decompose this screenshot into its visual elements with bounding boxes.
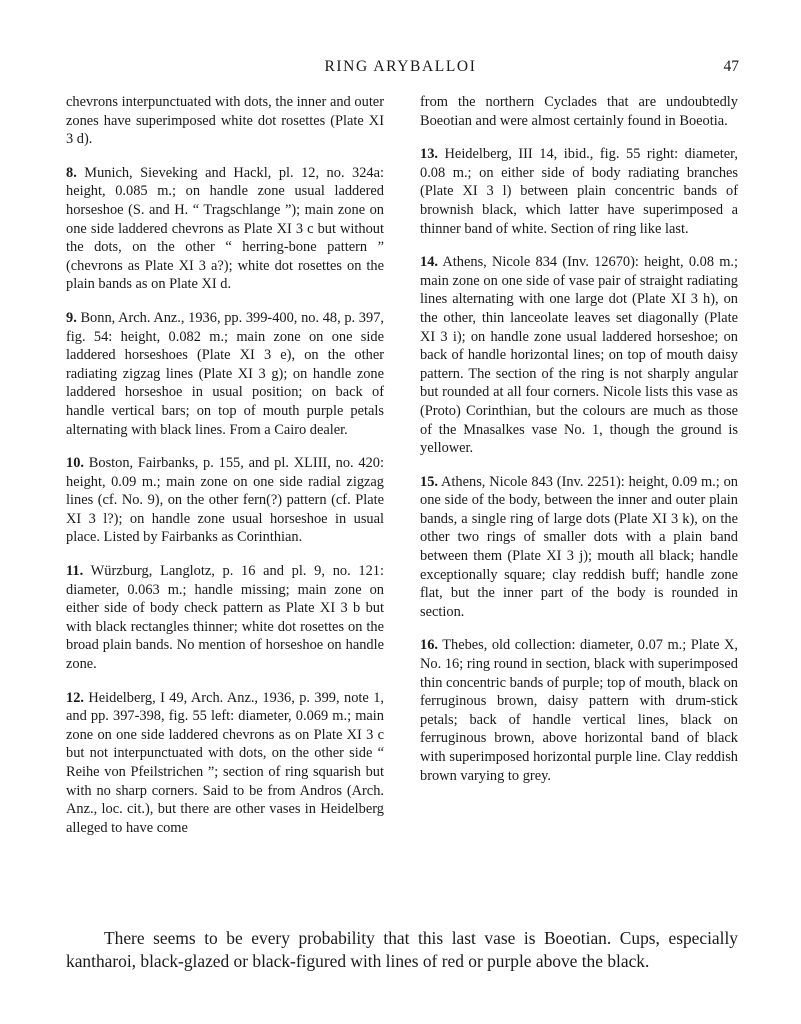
catalogue-entry: [66, 309, 384, 439]
right-column: [420, 93, 738, 800]
catalogue-entry: [420, 145, 738, 238]
entry-text: Athens, Nicole 843 (Inv. 2251): height, 0.09 m.; on one side of the body, between the inner and outer plain bands, a single ring of large dots (Plate XI 3 k), on the other two rings of smaller dots with a plain band between them (Plate XI 3 j); mouth all black; handle exceptionally square; clay reddish buff; handle zone flat, but the inner part of the body is rounded in section.: [420, 473, 738, 620]
entry-number: 8.: [66, 164, 77, 181]
entry-text: Heidelberg, III 14, ibid., fig. 55 right: diameter, 0.08 m.; on either side of body radiating branches (Plate XI 3 l) between plain concentric bands of brownish black, which latter have superimposed a thinner band of white. Section of ring like last.: [420, 146, 738, 237]
entry-text: Thebes, old collection: diameter, 0.07 m.; Plate X, No. 16; ring round in section, black with superimposed thin concentric bands of purple; top of mouth, black on ferruginous brown, daisy pattern with drum-stick petals; back of handle vertical lines, black on ferruginous brown, above horizontal band of black with superimposed horizontal purple line. Clay reddish brown varying to grey.: [420, 637, 738, 784]
entry-number: 10.: [66, 455, 84, 472]
entry-number: 14.: [420, 254, 438, 271]
entry-number: 11.: [66, 563, 84, 580]
entry-text: Würzburg, Langlotz, p. 16 and pl. 9, no. 121: diameter, 0.063 m.; handle missing; main zone on either side of body check pattern as Plate XI 3 b but with black rectangles thinner; white dot rosettes on the broad plain bands. No mention of horseshoe on handle zone.: [66, 563, 384, 673]
catalogue-entry: [66, 689, 384, 838]
entry-number: 13.: [420, 146, 438, 163]
entry-text: Boston, Fairbanks, p. 155, and pl. XLIII, no. 420: height, 0.09 m.; main zone on one side radial zigzag lines (cf. No. 9), on the other fern(?) pattern (cf. Plate XI 3 l?); on handle zone usual horseshoe in usual place. Listed by Fairbanks as Corinthian.: [66, 455, 384, 546]
page-number: 47: [723, 58, 739, 75]
catalogue-entry: [66, 164, 384, 294]
continuation-paragraph: from the northern Cyclades that are undoubtedly Boeotian and were almost certainly found in Boeotia.: [420, 94, 738, 129]
entry-number: 9.: [66, 309, 77, 326]
catalogue-entry: [66, 562, 384, 674]
catalogue-entry: [66, 454, 384, 547]
entry-number: 16.: [420, 637, 438, 654]
left-column: [66, 93, 384, 852]
entry-number: 12.: [66, 689, 84, 706]
entry-number: 15.: [420, 473, 438, 490]
running-header: RING ARYBALLOI: [324, 58, 477, 75]
entry-text: Munich, Sieveking and Hackl, pl. 12, no. 324a: height, 0.085 m.; on handle zone usual laddered horseshoe (S. and H. “ Tragschlange ”); main zone on one side laddered chevrons as Plate XI 3 c but without the dots, on the other “ herring-bone pattern ” (chevrons as Plate XI 3 a?); white dot rosettes on the plain bands as on Plate XI d.: [66, 164, 384, 293]
catalogue-entry: [420, 253, 738, 458]
entry-text: Bonn, Arch. Anz., 1936, pp. 399-400, no. 48, p. 397, fig. 54: height, 0.082 m.; main zone on one side laddered horseshoes (Plate XI 3 e), on the other radiating zigzag lines (Plate XI 3 g); on handle zone laddered horseshoe in usual position; on back of handle vertical bars; on top of mouth purple petals alternating with black lines. From a Cairo dealer.: [66, 309, 384, 438]
body-paragraph: There seems to be every probability that this last vase is Boeotian. Cups, especially kantharoi, black-glazed or black-figured with lines of red or purple above the black.: [66, 928, 738, 972]
entry-text: Athens, Nicole 834 (Inv. 12670): height, 0.08 m.; main zone on one side of vase pair of straight radiating lines alternating with one large dot (Plate XI 3 h), on the other, thin lanceolate leaves set diagonally (Plate XI 3 i); on handle zone usual laddered horseshoe; on back of handle horizontal lines; on top of mouth daisy pattern. The section of the ring is not sharply angular but rounded at all four corners. Nicole lists this vase as (Proto) Corinthian, but the colours are much as those of the Mnasalkes vase No. 1, though the ground is yellower.: [420, 254, 738, 457]
continuation-paragraph: chevrons interpunctuated with dots, the inner and outer zones have superimposed white dot rosettes (Plate XI 3 d).: [66, 94, 384, 148]
catalogue-entry: [420, 473, 738, 622]
catalogue-entry: [420, 636, 738, 785]
entry-text: Heidelberg, I 49, Arch. Anz., 1936, p. 399, note 1, and pp. 397-398, fig. 55 left: diameter, 0.069 m.; main zone on one side laddered chevrons as on Plate XI 3 c but not interpunctuated with dots, on the other side “ Reihe von Pfeilstrichen ”; section of ring squarish but with no sharp corners. Said to be from Andros (Arch. Anz., loc. cit.), but there are other vases in Heidelberg alleged to have come: [66, 689, 384, 836]
